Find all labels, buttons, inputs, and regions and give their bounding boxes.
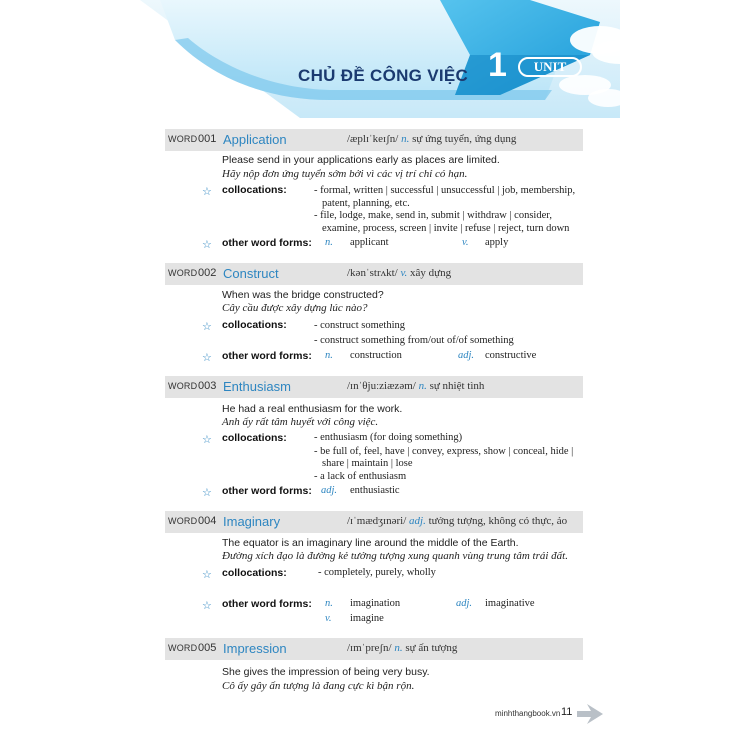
collocations-label: collocations: xyxy=(222,319,287,331)
word-form: construction xyxy=(350,350,402,361)
pronunciation-meaning xyxy=(347,642,457,654)
example-vietnamese: Cây cầu được xây dựng lúc nào? xyxy=(222,302,368,314)
star-icon: ☆ xyxy=(202,352,212,364)
word-form-pos: adj. xyxy=(456,598,473,609)
headword: Enthusiasm xyxy=(223,379,291,394)
meaning: xây dựng xyxy=(410,267,452,279)
word-header-bar xyxy=(165,511,583,533)
ipa: /ɪnˈθjuːziæzəm/ xyxy=(347,380,416,392)
collocations-label: collocations: xyxy=(222,184,287,196)
collocation-line: - file, lodge, make, send in, submit | withdraw | consider, xyxy=(314,210,552,221)
meaning: tưởng tượng, không có thực, ảo xyxy=(428,515,568,527)
word-form: apply xyxy=(485,237,509,248)
collocation-line: patent, planning, etc. xyxy=(322,198,410,209)
example-english: She gives the impression of being very busy. xyxy=(222,666,430,678)
example-english: He had a real enthusiasm for the work. xyxy=(222,403,403,415)
headword: Imaginary xyxy=(223,514,281,529)
word-number: 002 xyxy=(198,267,217,279)
example-vietnamese: Anh ấy rất tâm huyết với công việc. xyxy=(222,416,379,428)
word-form: constructive xyxy=(485,350,537,361)
word-form-pos: n. xyxy=(325,350,333,361)
pronunciation-meaning xyxy=(347,133,516,145)
word-form-pos: v. xyxy=(325,613,332,624)
headword: Construct xyxy=(223,266,279,281)
meaning: sự nhiệt tình xyxy=(429,380,485,392)
part-of-speech: adj. xyxy=(409,515,426,527)
word-form: imaginative xyxy=(485,598,535,609)
collocation-line: examine, process, screen | invite | refuse | reject, turn down xyxy=(322,223,570,234)
page-arrow-icon xyxy=(577,702,605,726)
word-form-pos: n. xyxy=(325,598,333,609)
example-vietnamese: Đường xích đạo là đường kẻ tưởng tượng xung quanh vùng trung tâm trái đất. xyxy=(222,550,568,562)
collocations-label: collocations: xyxy=(222,567,287,579)
unit-label-badge: UNIT xyxy=(518,57,582,77)
collocation-line: - be full of, feel, have | convey, express, show | conceal, hide | xyxy=(314,446,574,457)
word-header-bar xyxy=(165,376,583,398)
star-icon: ☆ xyxy=(202,434,212,446)
unit-topic-title: CHỦ ĐỀ CÔNG VIỆC xyxy=(298,66,469,85)
unit-banner xyxy=(0,0,750,118)
collocation-line: - construct something from/out of/of something xyxy=(314,335,514,346)
headword: Application xyxy=(223,132,287,147)
banner-airplane-graphic xyxy=(0,0,750,118)
word-header-bar xyxy=(165,263,583,285)
example-vietnamese: Hãy nộp đơn ứng tuyển sớm bởi vì các vị trí chỉ có hạn. xyxy=(222,168,468,180)
word-form-pos: adj. xyxy=(321,485,338,496)
ipa: /ɪmˈpreʃn/ xyxy=(347,642,392,654)
collocation-line: - a lack of enthusiasm xyxy=(314,471,407,482)
collocations-label: collocations: xyxy=(222,432,287,444)
star-icon: ☆ xyxy=(202,321,212,333)
example-english: The equator is an imaginary line around the middle of the Earth. xyxy=(222,537,519,549)
collocation-line: - completely, purely, wholly xyxy=(318,567,436,578)
word-number: 004 xyxy=(198,515,217,527)
pronunciation-meaning xyxy=(347,267,451,279)
word-form-pos: v. xyxy=(462,237,469,248)
word-label: WORD xyxy=(168,381,198,391)
word-header-bar xyxy=(165,129,583,151)
other-word-forms-label: other word forms: xyxy=(222,598,312,610)
collocation-line: - construct something xyxy=(314,320,405,331)
pronunciation-meaning xyxy=(347,515,567,527)
word-number: 003 xyxy=(198,380,217,392)
part-of-speech: v. xyxy=(400,267,408,279)
word-form: imagination xyxy=(350,598,401,609)
word-label: WORD xyxy=(168,134,198,144)
word-form-pos: n. xyxy=(325,237,333,248)
star-icon: ☆ xyxy=(202,600,212,612)
example-english: Please send in your applications early as places are limited. xyxy=(222,154,500,166)
collocation-line: - formal, written | successful | unsuccessful | job, membership, xyxy=(314,185,576,196)
collocation-line: - enthusiasm (for doing something) xyxy=(314,432,463,443)
ipa: /æplɪˈkeɪʃn/ xyxy=(347,133,399,145)
ipa: /ɪˈmædʒɪnəri/ xyxy=(347,515,407,527)
unit-number: 1 xyxy=(488,46,507,84)
page-number: 11 xyxy=(561,706,573,718)
word-header-bar xyxy=(165,638,583,660)
word-form: applicant xyxy=(350,237,389,248)
meaning: sự ứng tuyển, ứng dụng xyxy=(412,133,517,145)
ipa: /kənˈstrʌkt/ xyxy=(347,267,398,279)
other-word-forms-label: other word forms: xyxy=(222,485,312,497)
word-form-pos: adj. xyxy=(458,350,475,361)
word-label: WORD xyxy=(168,268,198,278)
word-form: imagine xyxy=(350,613,384,624)
word-form: enthusiastic xyxy=(350,485,400,496)
star-icon: ☆ xyxy=(202,186,212,198)
part-of-speech: n. xyxy=(418,380,427,392)
other-word-forms-label: other word forms: xyxy=(222,350,312,362)
example-vietnamese: Cô ấy gây ấn tượng là đang cực kì bận rộn. xyxy=(222,680,415,692)
example-english: When was the bridge constructed? xyxy=(222,289,384,301)
star-icon: ☆ xyxy=(202,569,212,581)
headword: Impression xyxy=(223,641,287,656)
word-number: 001 xyxy=(198,133,217,145)
part-of-speech: n. xyxy=(401,133,410,145)
other-word-forms-label: other word forms: xyxy=(222,237,312,249)
meaning: sự ấn tượng xyxy=(405,642,458,654)
footer-website: minhthangbook.vn xyxy=(495,709,561,718)
word-label: WORD xyxy=(168,643,198,653)
word-label: WORD xyxy=(168,516,198,526)
collocation-line: share | maintain | lose xyxy=(322,458,413,469)
part-of-speech: n. xyxy=(394,642,403,654)
star-icon: ☆ xyxy=(202,239,212,251)
star-icon: ☆ xyxy=(202,487,212,499)
word-number: 005 xyxy=(198,642,217,654)
pronunciation-meaning xyxy=(347,380,484,392)
